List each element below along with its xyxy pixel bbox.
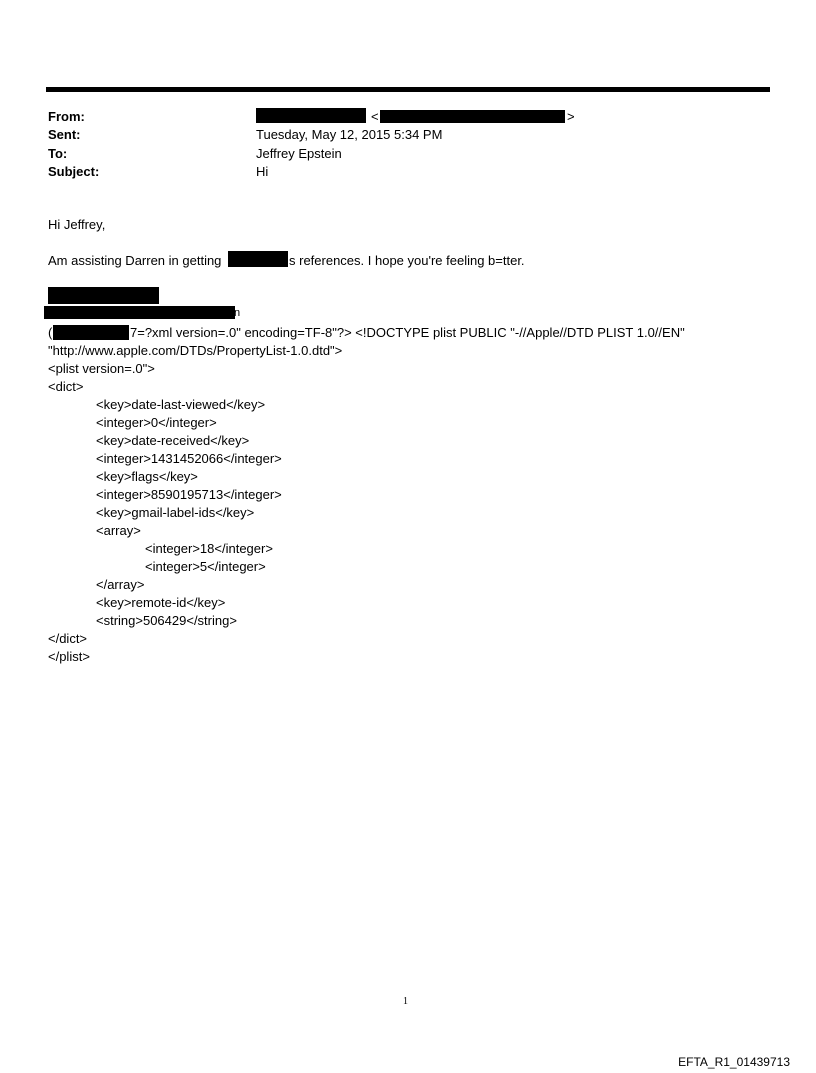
- from-bracket-close: >: [567, 109, 575, 124]
- xml-line: </array>: [96, 577, 145, 592]
- xml-open-paren: (: [48, 325, 53, 340]
- from-label: From:: [48, 109, 85, 124]
- xml-line: <integer>8590195713</integer>: [96, 487, 282, 502]
- xml-line: <key>gmail-label-ids</key>: [96, 505, 255, 520]
- document-id: EFTA_R1_01439713: [678, 1055, 790, 1069]
- to-value: Jeffrey Epstein: [256, 146, 342, 161]
- xml-line: <key>remote-id</key>: [96, 595, 226, 610]
- xml-line-1: 7=?xml version=.0" encoding=TF-8"?> <!DOCTYPE plist PUBLIC "-//Apple//DTD PLIST 1.0//EN": [130, 325, 685, 340]
- redacted-name-inline: [228, 251, 288, 267]
- redacted-sender-email: [380, 110, 565, 123]
- sent-value: Tuesday, May 12, 2015 5:34 PM: [256, 127, 443, 142]
- to-label: To:: [48, 146, 68, 161]
- from-bracket-open: <: [371, 109, 379, 124]
- xml-line: </dict>: [48, 631, 88, 646]
- xml-line: <integer>18</integer>: [145, 541, 273, 556]
- xml-line: <integer>5</integer>: [145, 559, 266, 574]
- xml-line: <key>date-received</key>: [96, 433, 250, 448]
- greeting: Hi Jeffrey,: [48, 217, 106, 232]
- xml-line: <key>date-last-viewed</key>: [96, 397, 266, 412]
- redacted-signature-name: [48, 287, 159, 304]
- redacted-sender-name: [256, 108, 366, 123]
- xml-line: <string>506429</string>: [96, 613, 237, 628]
- sent-label: Sent:: [48, 127, 81, 142]
- body-line-end: s references. I hope you're feeling b=tter.: [289, 253, 525, 268]
- xml-line: <key>flags</key>: [96, 469, 198, 484]
- xml-line: <dict>: [48, 379, 84, 394]
- body-line-start: Am assisting Darren in getting: [48, 253, 222, 268]
- signature-tail: n: [234, 307, 241, 319]
- xml-line: </plist>: [48, 649, 90, 664]
- header-rule: [46, 87, 770, 92]
- xml-line: <plist version=.0">: [48, 361, 155, 376]
- xml-line: <integer>0</integer>: [96, 415, 217, 430]
- xml-line: <integer>1431452066</integer>: [96, 451, 282, 466]
- page-number: 1: [403, 996, 408, 1007]
- xml-line: <array>: [96, 523, 141, 538]
- subject-value: Hi: [256, 164, 269, 179]
- xml-line: "http://www.apple.com/DTDs/PropertyList-1.0.dtd">: [48, 343, 343, 358]
- redacted-xml-prefix: [53, 325, 129, 340]
- redacted-signature-line: [44, 306, 235, 319]
- subject-label: Subject:: [48, 164, 100, 179]
